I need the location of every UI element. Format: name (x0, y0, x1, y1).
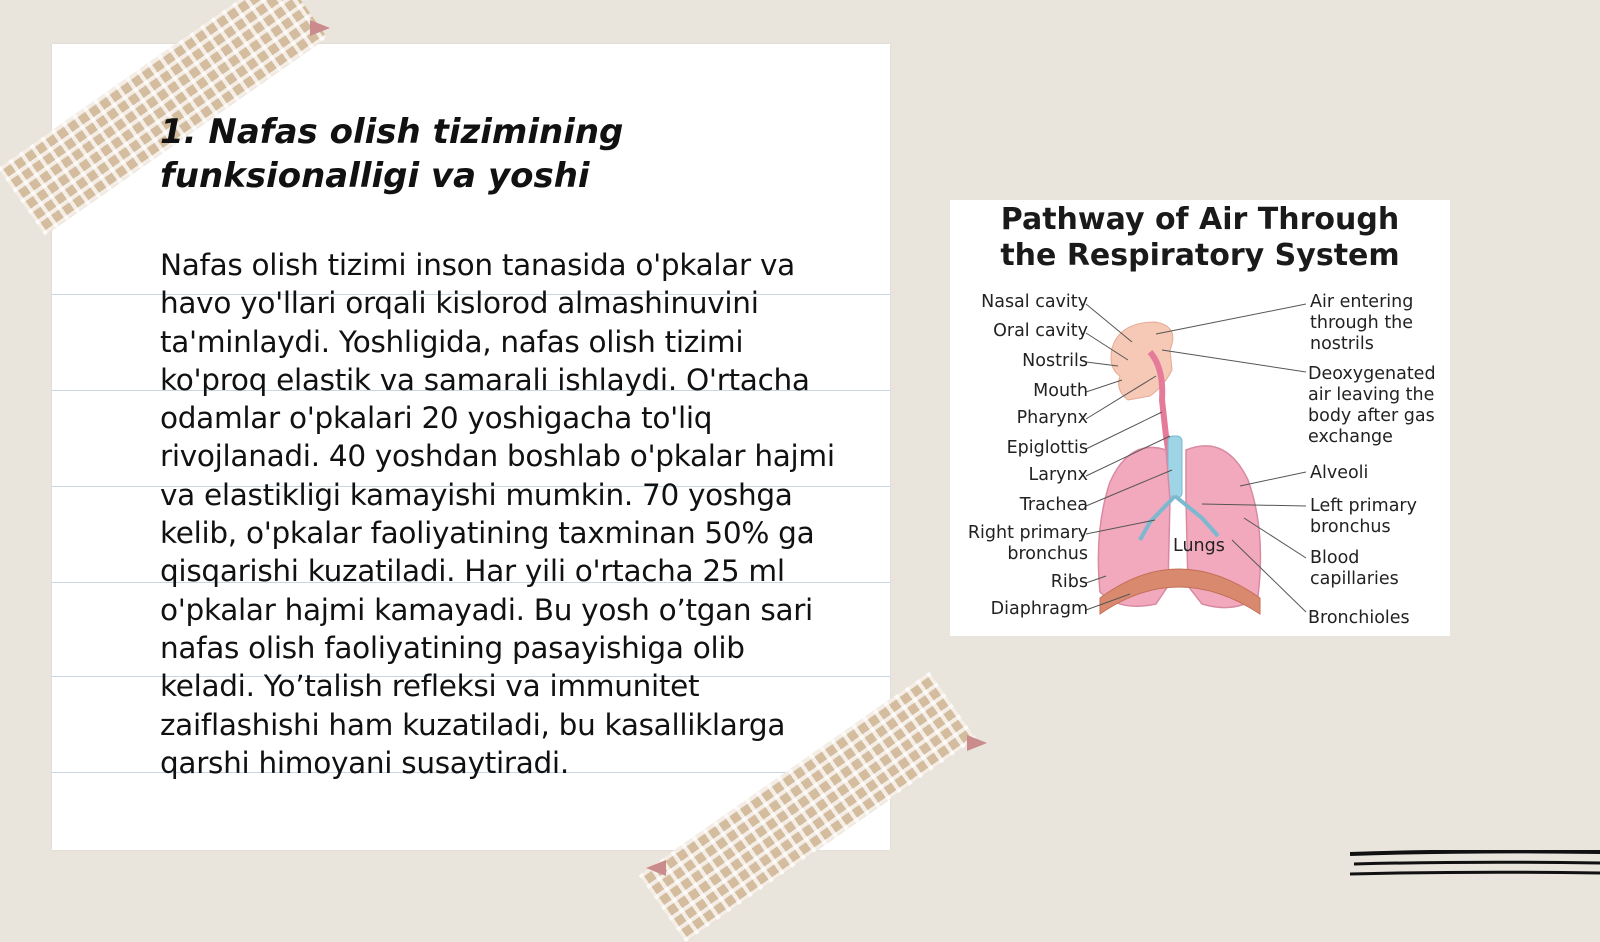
decorative-brush-lines (1350, 850, 1600, 890)
label-nostrils: Nostrils (1022, 351, 1088, 371)
label-larynx: Larynx (1028, 465, 1088, 485)
diagram-title: Pathway of Air Through the Respiratory System (1000, 202, 1400, 273)
slide-body-text: Nafas olish tizimi inson tanasida o'pkalar va havo yo'llari orqali kislorod almashinuvini ta'minlaydi. Yoshligida, nafas olish tizimi ko'proq elastik va samarali ishlaydi. O'rtacha odamlar o'pkalari 20 yoshigacha to'liq rivojlanadi. 40 yoshdan boshlab o'pkalar hajmi va elastikligi kamayishi mumkin. 70 yoshga kelib, o'pkalar faoliyatining taxminan 50% ga qisqarishi kuzatiladi. Har yili o'rtacha 25 ml o'pkalar hajmi kamayadi. Bu yosh o’tgan sari nafas olish faoliyatining pasayishiga olib keladi. Yo’talish refleksi va immunitet zaiflashishi ham kuzatiladi, bu kasalliklarga qarshi himoyani susaytiradi. (160, 248, 835, 780)
trachea-shape (1168, 436, 1182, 498)
label-blood-capillaries: Blood capillaries (1310, 548, 1399, 589)
label-right-primary-bronchus: Right primary bronchus (967, 523, 1088, 564)
tape-tab (646, 860, 666, 876)
label-trachea: Trachea (1019, 495, 1088, 515)
label-diaphragm: Diaphragm (990, 599, 1088, 619)
label-ribs: Ribs (1050, 572, 1088, 592)
tape-tab (310, 20, 330, 36)
label-nasal-cavity: Nasal cavity (981, 292, 1088, 312)
slide-title: 1. Nafas olish tizimining funksionalligi va yoshi (160, 112, 624, 196)
label-mouth: Mouth (1033, 381, 1088, 401)
label-air-entering: Air entering through the nostrils (1310, 292, 1414, 354)
label-deoxygenated-air: Deoxygenated air leaving the body after gas exchange (1308, 364, 1436, 447)
respiratory-diagram (950, 200, 1450, 636)
label-pharynx: Pharynx (1016, 408, 1088, 428)
tape-tab (967, 735, 987, 751)
label-oral-cavity: Oral cavity (993, 321, 1088, 341)
label-alveoli: Alveoli (1310, 463, 1369, 483)
label-left-primary-bronchus: Left primary bronchus (1310, 496, 1417, 537)
label-lungs: Lungs (1173, 536, 1225, 556)
label-epiglottis: Epiglottis (1006, 438, 1088, 458)
label-bronchioles: Bronchioles (1308, 608, 1410, 628)
